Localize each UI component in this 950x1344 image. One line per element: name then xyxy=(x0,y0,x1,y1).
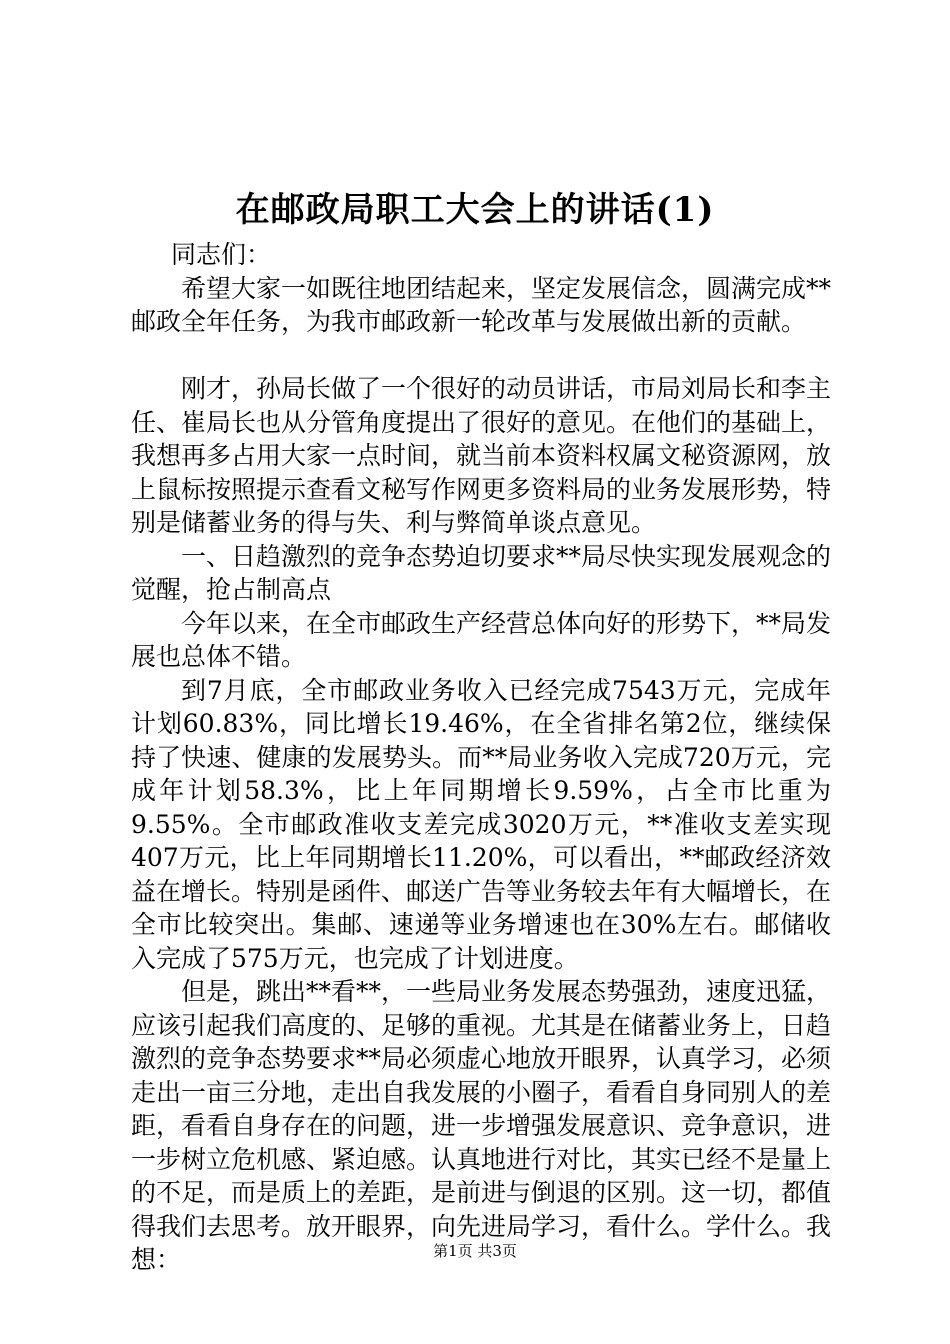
section-heading-1: 一、日趋激烈的竞争态势迫切要求**局尽快实现发展观念的觉醒，抢占制高点 xyxy=(131,541,832,604)
document-body xyxy=(131,238,831,1277)
document-title: 在邮政局职工大会上的讲话(1) xyxy=(235,190,715,230)
paragraph-4: 到7月底，全市邮政业务收入已经完成7543万元，完成年计划60.83%，同比增长19.46%，在全省排名第2位，继续保持了快速、健康的发展势头。而**局业务收入完成720万元，完成年计划58.3%，比上年同期增长9.59%，占全市比重为9.55%。全市邮政准收支差完成3020万元，**准收支差实现407万元，比上年同期增长11.20%，可以看出，**邮政经济效益在增长。特别是函件、邮送广告等业务较去年有大幅增长，在全市比较突出。集邮、速递等业务增速也在30%左右。邮储收入完成了575万元，也完成了计划进度。 xyxy=(131,675,832,973)
greeting: 同志们： xyxy=(171,240,272,269)
paragraph-3: 今年以来，在全市邮政生产经营总体向好的形势下，**局发展也总体不错。 xyxy=(131,608,832,671)
blank-line xyxy=(131,339,831,373)
paragraph-5: 但是，跳出**看**，一些局业务发展态势强劲，速度迅猛，应该引起我们高度的、足够的重视。尤其是在储蓄业务上，日趋激烈的竞争态势要求**局必须虚心地放开眼界，认真学习，必须走出一亩三分地，走出自我发展的小圈子，看看自身同别人的差距，看看自身存在的问题，进一步增强发展意识、竞争意识，进一步树立危机感、紧迫感。认真地进行对比，其实已经不是量上的不足，而是质上的差距，是前进与倒退的区别。这一切，都值得我们去思考。放开眼界，向先进局学习，看什么。学什么。我想： xyxy=(131,977,832,1274)
page-footer: 第1页 共3页 xyxy=(433,1242,517,1260)
paragraph-1: 希望大家一如既往地团结起来，坚定发展信念，圆满完成**邮政全年任务，为我市邮政新一轮改革与发展做出新的贡献。 xyxy=(131,273,832,336)
paragraph-2: 刚才，孙局长做了一个很好的动员讲话，市局刘局长和李主任、崔局长也从分管角度提出了很好的意见。在他们的基础上，我想再多占用大家一点时间，就当前本资料权属文秘资源网，放上鼠标按照提示查看文秘写作网更多资料局的业务发展形势，特别是储蓄业务的得与失、利与弊简单谈点意见。 xyxy=(131,374,832,537)
